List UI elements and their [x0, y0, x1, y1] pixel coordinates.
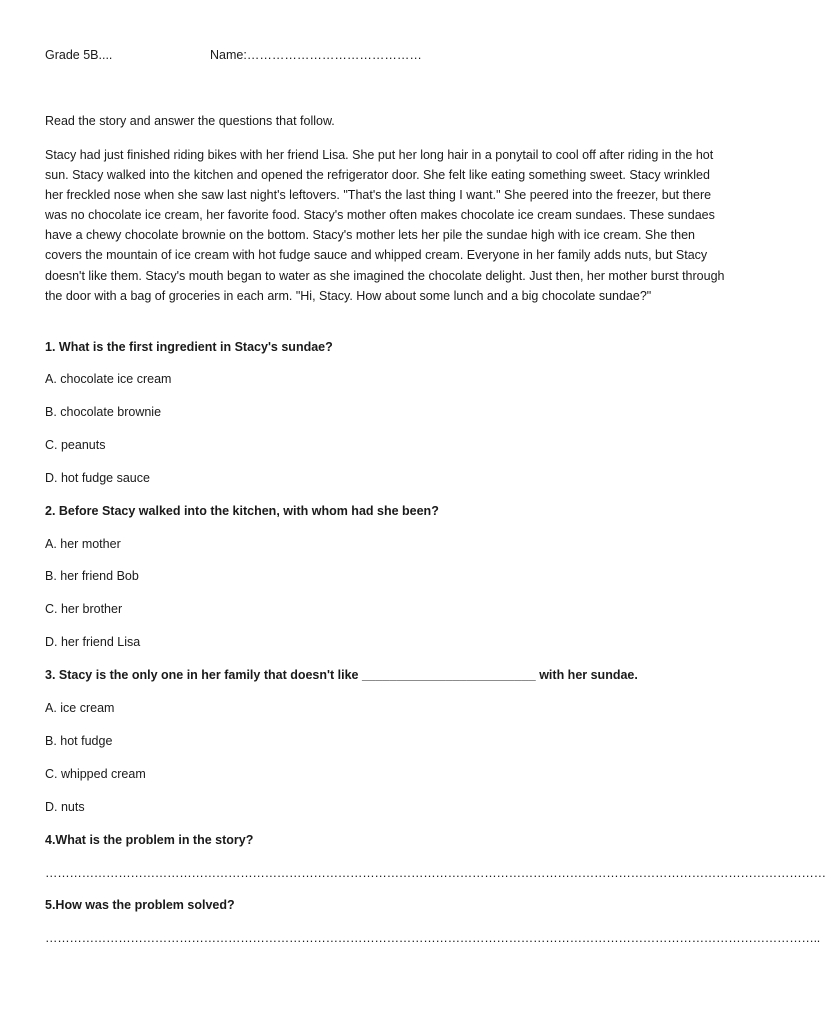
- q4-answer-line[interactable]: …………………………………………………………………………………………………………………………………………………………………………: [45, 866, 826, 880]
- header-row: [45, 48, 725, 66]
- question-2: 2. Before Stacy walked into the kitchen, with whom had she been?: [45, 504, 439, 518]
- q3-option-b[interactable]: B. hot fudge: [45, 734, 113, 748]
- story-paragraph: Stacy had just finished riding bikes with her friend Lisa. She put her long hair in a ponytail to cool off after riding in the hot sun. Stacy walked into the kitchen and opened the refrigerator door. She felt like eating something sweet. Stacy wrinkled her freckled nose when she saw last night's leftovers. "That's the last thing I want." She peered into the freezer, but there was no chocolate ice cream, her favorite food. Stacy's mother often makes chocolate ice cream sundaes. These sundaes have a chewy chocolate brownie on the bottom. Stacy's mother lets her pile the sundae high with ice cream. She then covers the mountain of ice cream with hot fudge sauce and whipped cream. Everyone in her family adds nuts, but Stacy doesn't like them. Stacy's mouth began to water as she imagined the chocolate delight. Just then, her mother burst through the door with a bag of groceries in each arm. "Hi, Stacy. How about some lunch and a big chocolate sundae?": [45, 148, 725, 303]
- q3-option-a[interactable]: A. ice cream: [45, 701, 115, 715]
- q2-option-a[interactable]: A. her mother: [45, 537, 121, 551]
- name-field[interactable]: Name:……………………………………: [210, 48, 422, 62]
- q3-option-c[interactable]: C. whipped cream: [45, 767, 146, 781]
- grade-label: Grade 5B....: [45, 48, 113, 62]
- q5-answer-line[interactable]: ………………………………………………………………………………………………………………………………………………………………………..: [45, 931, 820, 945]
- q1-option-c[interactable]: C. peanuts: [45, 438, 106, 452]
- question-5: 5.How was the problem solved?: [45, 898, 235, 912]
- question-3: 3. Stacy is the only one in her family that doesn't like _________________________ with her sundae.: [45, 668, 638, 682]
- q1-option-b[interactable]: B. chocolate brownie: [45, 405, 162, 419]
- question-1: 1. What is the first ingredient in Stacy's sundae?: [45, 340, 333, 354]
- q2-option-d[interactable]: D. her friend Lisa: [45, 635, 141, 649]
- question-4: 4.What is the problem in the story?: [45, 833, 254, 847]
- q3-option-d[interactable]: D. nuts: [45, 800, 85, 814]
- q2-option-b[interactable]: B. her friend Bob: [45, 569, 139, 583]
- q1-option-d[interactable]: D. hot fudge sauce: [45, 471, 150, 485]
- q1-option-a[interactable]: A. chocolate ice cream: [45, 372, 172, 386]
- q2-option-c[interactable]: C. her brother: [45, 602, 123, 616]
- instruction-text: Read the story and answer the questions that follow.: [45, 114, 335, 128]
